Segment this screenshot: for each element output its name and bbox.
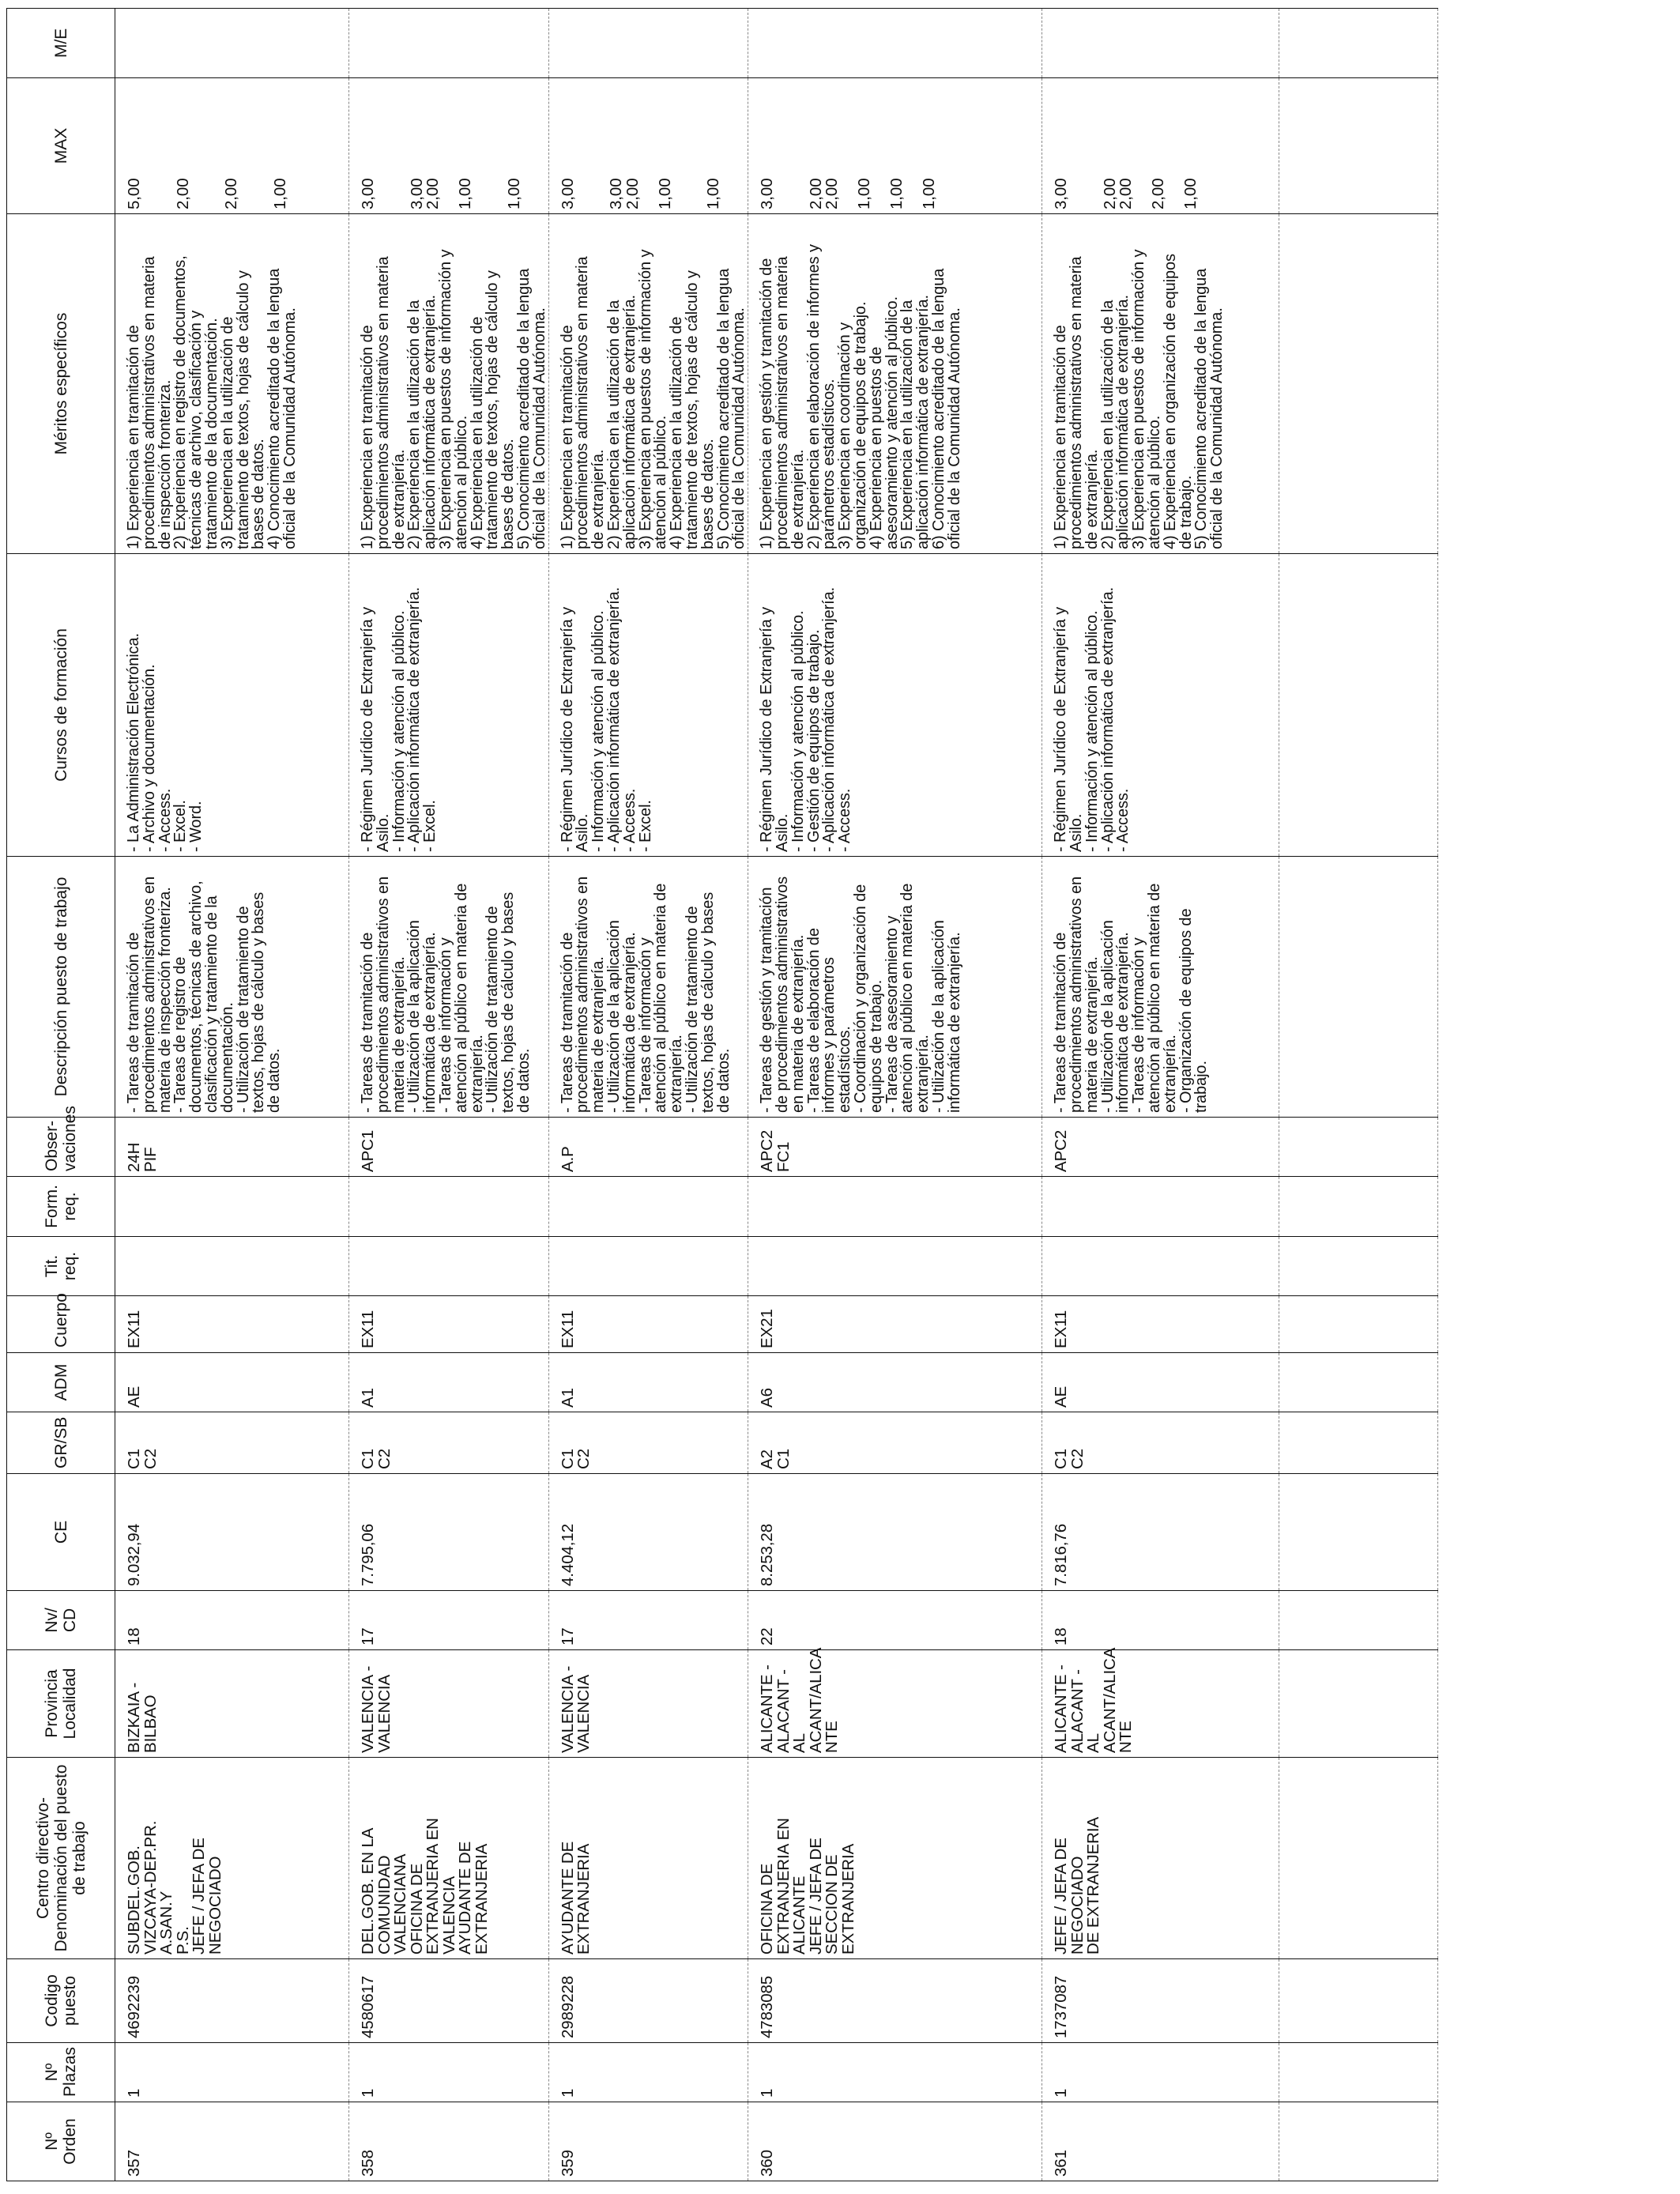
table-body <box>115 9 1438 2181</box>
cursos-value: - Régimen Jurídico de Extranjería y Asilo. - Información y atención al público. - Gestión de equipos de trabajo. - Aplicación informática de extranjería. - Access. <box>758 586 854 852</box>
cell-meritos <box>349 214 549 554</box>
cell-me <box>349 9 549 78</box>
cell-tit <box>548 1237 748 1296</box>
cell-adm <box>748 1353 1042 1412</box>
cell-centro <box>1042 1758 1279 1959</box>
cell-tit <box>748 1237 1042 1296</box>
codigo-value: 4783085 <box>758 1975 777 2038</box>
codigo-value: 1737087 <box>1052 1975 1071 2038</box>
cell-codigo <box>748 1959 1042 2043</box>
cell-desc <box>115 857 349 1118</box>
codigo-value: 4580617 <box>359 1975 377 2038</box>
col-header-cursos: Cursos de formación <box>7 554 115 857</box>
tit-value <box>557 1237 560 1295</box>
cuerpo-value: EX21 <box>758 1309 777 1348</box>
nivel-value: 22 <box>758 1627 777 1646</box>
orden-value: 357 <box>125 2150 143 2177</box>
form-value <box>756 1177 759 1236</box>
provincia-value: VALENCIA - VALENCIA <box>558 1665 593 1753</box>
ce-value: 7.795,06 <box>359 1524 377 1586</box>
meritos-value: 1) Experiencia en tramitación de procedimientos administrativos en materia de extranjería. 2) Experiencia en la utilización de la aplicación informática de extranjería. 3) Experiencia en puestos de información y atención al público. 4) Experiencia en organización de equipos de trabajo. 5) Conocimiento acreditado de la lengua oficial de la Comunidad Autónoma. <box>1052 249 1226 549</box>
adm-value: A6 <box>758 1388 777 1408</box>
cell-nivel <box>1042 1591 1279 1650</box>
obs-value: A.P <box>558 1146 577 1172</box>
cell-nivel <box>548 1591 748 1650</box>
cell-obs <box>115 1118 349 1177</box>
tit-value <box>756 1237 759 1295</box>
meritos-value: 1) Experiencia en tramitación de procedimientos administrativos en materia de extranjería. 2) Experiencia en la utilización de la aplicación informática de extranjería. 3) Experiencia en puestos de información y atención al público. 4) Experiencia en la utilización de tratamiento de textos, hojas de cálculo y bases de datos. 5) Conocimiento acreditado de la lengua oficial de la Comunidad Autónoma. <box>359 249 548 549</box>
cell-me <box>1042 9 1279 78</box>
col-header-orden: Nº Orden <box>7 2102 115 2181</box>
cell-ce <box>1042 1474 1279 1591</box>
ce-value: 7.816,76 <box>1052 1524 1071 1586</box>
cell-plazas <box>748 2043 1042 2102</box>
meritos-value: 1) Experiencia en tramitación de procedimientos administrativos en materia de inspección fronteriza. 2) Experiencia en registro de documentos, técnicas de archivo, clasificación y tratamiento de la documentación. 3) Experiencia en la utilización de tratamiento de textos, hojas de cálculo y bases de datos. 4) Conocimiento acreditado de la lengua oficial de la Comunidad Autónoma. <box>125 255 299 549</box>
grsb-value: C1 C2 <box>125 1448 160 1469</box>
cell-plazas <box>115 2043 349 2102</box>
table-row <box>115 9 349 2181</box>
me-value <box>1050 9 1053 77</box>
desc-value: - Tareas de tramitación de procedimientos administrativos en materia de extranjería. - Utilización de la aplicación informática de extranjería. - Tareas de información y atención al público en materia de extranjería. - Utilización de tratamiento de textos, hojas de cálculo y bases de datos. <box>359 876 533 1113</box>
codigo-value: 2989228 <box>558 1975 577 2038</box>
cell-plazas <box>548 2043 748 2102</box>
col-header-grsb: GR/SB <box>7 1412 115 1474</box>
plazas-value: 1 <box>758 2088 777 2098</box>
cell-centro <box>748 1758 1042 1959</box>
cell-empty <box>1279 1177 1438 1237</box>
cell-empty <box>1279 554 1438 857</box>
cell-empty <box>1279 1237 1438 1296</box>
max-value: 5,00 2,00 2,00 1,00 <box>125 178 289 209</box>
centro-value: AYUDANTE DE EXTRANJERIA <box>558 1841 593 1955</box>
cell-orden <box>115 2102 349 2181</box>
cell-max <box>1042 78 1279 214</box>
cell-centro <box>115 1758 349 1959</box>
grsb-value: C1 C2 <box>558 1448 593 1469</box>
me-value <box>557 9 560 77</box>
cell-empty <box>1279 2102 1438 2181</box>
cursos-value: - Régimen Jurídico de Extranjería y Asilo. - Información y atención al público. - Aplicación informática de extranjería. - Access. - Excel. <box>558 586 654 852</box>
cell-empty <box>1279 1412 1438 1474</box>
grsb-value: C1 C2 <box>359 1448 394 1469</box>
cell-tit <box>1042 1237 1279 1296</box>
max-value: 3,00 2,00 2,00 1,00 1,00 1,00 <box>758 178 939 209</box>
cell-cuerpo <box>115 1296 349 1353</box>
cell-empty <box>1279 1650 1438 1758</box>
cell-empty <box>1279 78 1438 214</box>
cell-form <box>115 1177 349 1237</box>
cell-orden <box>1042 2102 1279 2181</box>
cell-cuerpo <box>548 1296 748 1353</box>
grsb-value: A2 C1 <box>758 1448 793 1469</box>
col-header-max: MAX <box>7 78 115 214</box>
cell-provincia <box>1042 1647 1279 1758</box>
cell-empty <box>1279 1474 1438 1591</box>
col-header-provincia: Provincia Localidad <box>7 1650 115 1758</box>
cell-obs <box>548 1118 748 1177</box>
col-header-nivel: Nv/ CD <box>7 1591 115 1650</box>
form-value <box>123 1177 126 1236</box>
col-header-adm: ADM <box>7 1353 115 1412</box>
cell-provincia <box>548 1650 748 1758</box>
cell-codigo <box>548 1959 748 2043</box>
cell-meritos <box>115 214 349 554</box>
cuerpo-value: EX11 <box>125 1310 143 1348</box>
cell-empty <box>1279 1591 1438 1650</box>
tit-value <box>357 1237 360 1295</box>
cell-grsb <box>115 1412 349 1474</box>
form-value <box>557 1177 560 1236</box>
cell-ce <box>115 1474 349 1591</box>
cell-orden <box>349 2102 549 2181</box>
table-row-empty <box>1279 9 1438 2181</box>
cell-empty <box>1279 1353 1438 1412</box>
obs-value: 24H PIF <box>125 1142 160 1172</box>
cell-meritos <box>548 214 748 554</box>
col-header-cuerpo: Cuerpo <box>7 1296 115 1353</box>
cell-empty <box>1279 2043 1438 2102</box>
cell-plazas <box>349 2043 549 2102</box>
provincia-value: VALENCIA - VALENCIA <box>359 1665 394 1753</box>
ce-value: 8.253,28 <box>758 1524 777 1586</box>
nivel-value: 18 <box>1052 1627 1071 1646</box>
cell-plazas <box>1042 2043 1279 2102</box>
cell-cuerpo <box>1042 1296 1279 1353</box>
cell-empty <box>1279 9 1438 78</box>
plazas-value: 1 <box>1052 2088 1071 2098</box>
max-value: 3,00 2,00 2,00 2,00 1,00 <box>1052 178 1200 209</box>
cell-centro <box>548 1758 748 1959</box>
cell-desc <box>349 857 549 1118</box>
cell-empty <box>1279 1118 1438 1177</box>
nivel-value: 17 <box>359 1627 377 1646</box>
cell-obs <box>1042 1118 1279 1177</box>
centro-value: JEFE / JEFA DE NEGOCIADO DE EXTRANJERIA <box>1052 1816 1103 1955</box>
cursos-value: - Régimen Jurídico de Extranjería y Asilo. - Información y atención al público. - Aplicación informática de extranjería. - Excel. <box>359 586 439 852</box>
cell-max <box>748 78 1042 214</box>
adm-value: AE <box>1052 1385 1071 1408</box>
orden-value: 361 <box>1052 2150 1071 2177</box>
me-value <box>357 9 360 77</box>
desc-value: - Tareas de gestión y tramitación de procedimientos administrativos en materia de extranjería. - Tareas de elaboración de informes y parámetros estadísticos. - Coordinación y organización de equipos de trabajo. - Tareas de asesoramiento y atención al público en materia de extranjería. - Utilización de la aplicación informática de extranjería. <box>758 876 963 1113</box>
orden-value: 359 <box>558 2150 577 2177</box>
desc-value: - Tareas de tramitación de procedimientos administrativos en materia de extranjería. - Utilización de la aplicación informática de extranjería. - Tareas de información y atención al público en materia de extranjería. - Organización de equipos de trabajo. <box>1052 876 1211 1113</box>
me-value <box>123 9 126 77</box>
plazas-value: 1 <box>359 2088 377 2098</box>
cell-ce <box>548 1474 748 1591</box>
cell-desc <box>748 857 1042 1118</box>
cursos-value: - La Administración Electrónica. - Archivo y documentación. - Access. - Excel. - Word. <box>125 633 205 852</box>
cell-codigo <box>349 1959 549 2043</box>
cell-grsb <box>1042 1412 1279 1474</box>
cell-cursos <box>1042 554 1279 857</box>
col-header-plazas: Nº Plazas <box>7 2043 115 2102</box>
meritos-value: 1) Experiencia en tramitación de procedimientos administrativos en materia de extranjería. 2) Experiencia en la utilización de la aplicación informática de extranjería. 3) Experiencia en puestos de información y atención al público. 4) Experiencia en la utilización de tratamiento de textos, hojas de cálculo y bases de datos. 5) Conocimiento acreditado de la lengua oficial de la Comunidad Autónoma. <box>558 249 748 549</box>
cell-provincia <box>115 1650 349 1758</box>
cell-empty <box>1279 1758 1438 1959</box>
centro-value: OFICINA DE EXTRANJERIA EN ALICANTE JEFE / JEFA DE SECCION DE EXTRANJERIA <box>758 1818 857 1955</box>
cell-me <box>748 9 1042 78</box>
desc-value: - Tareas de tramitación de procedimientos administrativos en materia de extranjería. - Utilización de la aplicación informática de extranjería. - Tareas de información y atención al público en materia de extranjería. - Utilización de tratamiento de textos, hojas de cálculo y bases de datos. <box>558 876 733 1113</box>
plazas-value: 1 <box>558 2088 577 2098</box>
cell-me <box>115 9 349 78</box>
cell-obs <box>748 1118 1042 1177</box>
adm-value: A1 <box>359 1388 377 1408</box>
desc-value: - Tareas de tramitación de procedimientos administrativos en materia de inspección fronteriza. - Tareas de registro de documentos, técnicas de archivo, clasificación y tratamiento de la documentación. - Utilización de tratamiento de textos, hojas de cálculo y bases de datos. <box>125 876 284 1113</box>
obs-value: APC2 FC1 <box>758 1129 793 1172</box>
cell-nivel <box>748 1591 1042 1650</box>
provincia-value: ALICANTE - ALACANT - AL ACANT/ALICA NTE <box>758 1647 842 1753</box>
table-row <box>349 9 549 2181</box>
cell-orden <box>548 2102 748 2181</box>
col-header-tit: Tit. req. <box>7 1237 115 1296</box>
plazas-value: 1 <box>125 2088 143 2098</box>
cuerpo-value: EX11 <box>359 1310 377 1348</box>
provincia-value: ALICANTE - ALACANT - AL ACANT/ALICA NTE <box>1052 1647 1136 1753</box>
cell-empty <box>1279 1959 1438 2043</box>
table-row <box>748 9 1042 2181</box>
adm-value: AE <box>125 1385 143 1408</box>
cell-empty <box>1279 1296 1438 1353</box>
codigo-value: 4692239 <box>125 1975 143 2038</box>
table-header <box>7 9 115 2181</box>
ce-value: 9.032,94 <box>125 1524 143 1586</box>
tit-value <box>123 1237 126 1295</box>
cuerpo-value: EX11 <box>1052 1310 1071 1348</box>
cell-adm <box>115 1353 349 1412</box>
obs-value: APC2 <box>1052 1129 1071 1172</box>
cursos-value: - Régimen Jurídico de Extranjería y Asilo. - Información y atención al público. - Aplicación informática de extranjería. - Access. <box>1052 586 1132 852</box>
nivel-value: 18 <box>125 1627 143 1646</box>
cell-form <box>349 1177 549 1237</box>
cell-cuerpo <box>748 1296 1042 1353</box>
col-header-form: Form. req. <box>7 1177 115 1237</box>
cell-grsb <box>349 1412 549 1474</box>
obs-value: APC1 <box>359 1129 377 1172</box>
cell-cuerpo <box>349 1296 549 1353</box>
max-value: 3,00 3,00 2,00 1,00 1,00 <box>359 178 523 209</box>
max-value: 3,00 3,00 2,00 1,00 1,00 <box>558 178 723 209</box>
cell-provincia <box>349 1650 549 1758</box>
cell-adm <box>1042 1353 1279 1412</box>
cell-orden <box>748 2102 1042 2181</box>
cell-form <box>548 1177 748 1237</box>
cell-nivel <box>349 1591 549 1650</box>
cell-adm <box>548 1353 748 1412</box>
centro-value: SUBDEL.GOB. VIZCAYA-DEP.PR. A.SAN.Y P.S. JEFE / JEFA DE NEGOCIADO <box>125 1820 224 1955</box>
meritos-value: 1) Experiencia en gestión y tramitación de procedimientos administrativos en materia de extranjería. 2) Experiencia en elaboración de informes y parámetros estadísticos. 3) Experiencia en coordinación y organización de equipos de trabajo. 4) Experiencia en puestos de asesoramiento y atención al público. 5) Experiencia en la utilización de la aplicación informática de extranjería. 6) Conocimiento acreditado de la lengua oficial de la Comunidad Autónoma. <box>758 244 963 549</box>
table-row <box>1042 9 1279 2181</box>
col-header-meritos: Méritos específicos <box>7 214 115 554</box>
table-row <box>548 9 748 2181</box>
cell-adm <box>349 1353 549 1412</box>
ce-value: 4.404,12 <box>558 1524 577 1586</box>
cell-cursos <box>349 554 549 857</box>
grsb-value: C1 C2 <box>1052 1448 1087 1469</box>
job-positions-table <box>6 8 1438 2181</box>
cell-empty <box>1279 214 1438 554</box>
cell-tit <box>115 1237 349 1296</box>
cell-form <box>748 1177 1042 1237</box>
tit-value <box>1050 1237 1053 1295</box>
adm-value: A1 <box>558 1388 577 1408</box>
col-header-ce: CE <box>7 1474 115 1591</box>
col-header-codigo: Codigo puesto <box>7 1959 115 2043</box>
cuerpo-value: EX11 <box>558 1310 577 1348</box>
form-value <box>1050 1177 1053 1236</box>
cell-grsb <box>548 1412 748 1474</box>
orden-value: 360 <box>758 2150 777 2177</box>
cell-provincia <box>748 1647 1042 1758</box>
cell-ce <box>748 1474 1042 1591</box>
cell-nivel <box>115 1591 349 1650</box>
cell-max <box>548 78 748 214</box>
col-header-obs: Obser-vaciones <box>7 1118 115 1177</box>
cell-desc <box>548 857 748 1118</box>
cell-desc <box>1042 857 1279 1118</box>
cell-cursos <box>748 554 1042 857</box>
cell-me <box>548 9 748 78</box>
cell-grsb <box>748 1412 1042 1474</box>
cell-cursos <box>548 554 748 857</box>
centro-value: DEL.GOB. EN LA COMUNIDAD VALENCIANA OFICINA DE EXTRANJERIA EN VALENCIA AYUDANTE DE EXTRANJERIA <box>359 1818 491 1955</box>
provincia-value: BIZKAIA - BILBAO <box>125 1682 160 1753</box>
cell-max <box>349 78 549 214</box>
col-header-desc: Descripción puesto de trabajo <box>7 857 115 1118</box>
cell-codigo <box>115 1959 349 2043</box>
cell-codigo <box>1042 1959 1279 2043</box>
cell-form <box>1042 1177 1279 1237</box>
col-header-centro: Centro directivo-Denominación del puesto de trabajo <box>7 1758 115 1959</box>
cell-max <box>115 78 349 214</box>
cell-empty <box>1279 857 1438 1118</box>
col-header-me: M/E <box>7 9 115 78</box>
cell-obs <box>349 1118 549 1177</box>
form-value <box>357 1177 360 1236</box>
me-value <box>756 9 759 77</box>
cell-meritos <box>1042 214 1279 554</box>
nivel-value: 17 <box>558 1627 577 1646</box>
orden-value: 358 <box>359 2150 377 2177</box>
cell-meritos <box>748 214 1042 554</box>
cell-tit <box>349 1237 549 1296</box>
cell-centro <box>349 1758 549 1959</box>
cell-ce <box>349 1474 549 1591</box>
cell-cursos <box>115 554 349 857</box>
